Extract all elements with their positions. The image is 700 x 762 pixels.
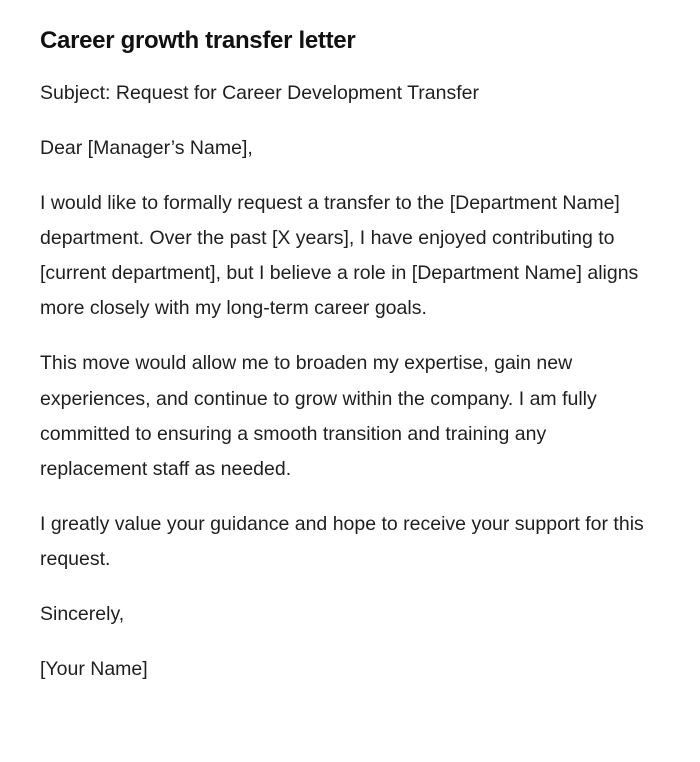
letter-signature: [Your Name] [40, 657, 148, 680]
letter-salutation: Dear [Manager’s Name], [40, 136, 253, 159]
letter-paragraph-3: I greatly value your guidance and hope to receive your support for this request. [40, 512, 644, 571]
letter-document [40, 22, 650, 707]
letter-title: Career growth transfer letter [40, 27, 356, 54]
letter-subject: Subject: Request for Career Development Transfer [40, 82, 479, 104]
letter-paragraph-1: I would like to formally request a transfer to the [Department Name] department. Over the past [X years], I have enjoyed contributing to [current department], but I believe a role in [Department Name] aligns more closely with my long-term career goals. [40, 191, 639, 320]
letter-paragraph-2: This move would allow me to broaden my expertise, gain new experiences, and continue to grow within the company. I am fully committed to ensuring a smooth transition and training any replacement staff as needed. [40, 352, 597, 481]
letter-closing: Sincerely, [40, 603, 125, 626]
